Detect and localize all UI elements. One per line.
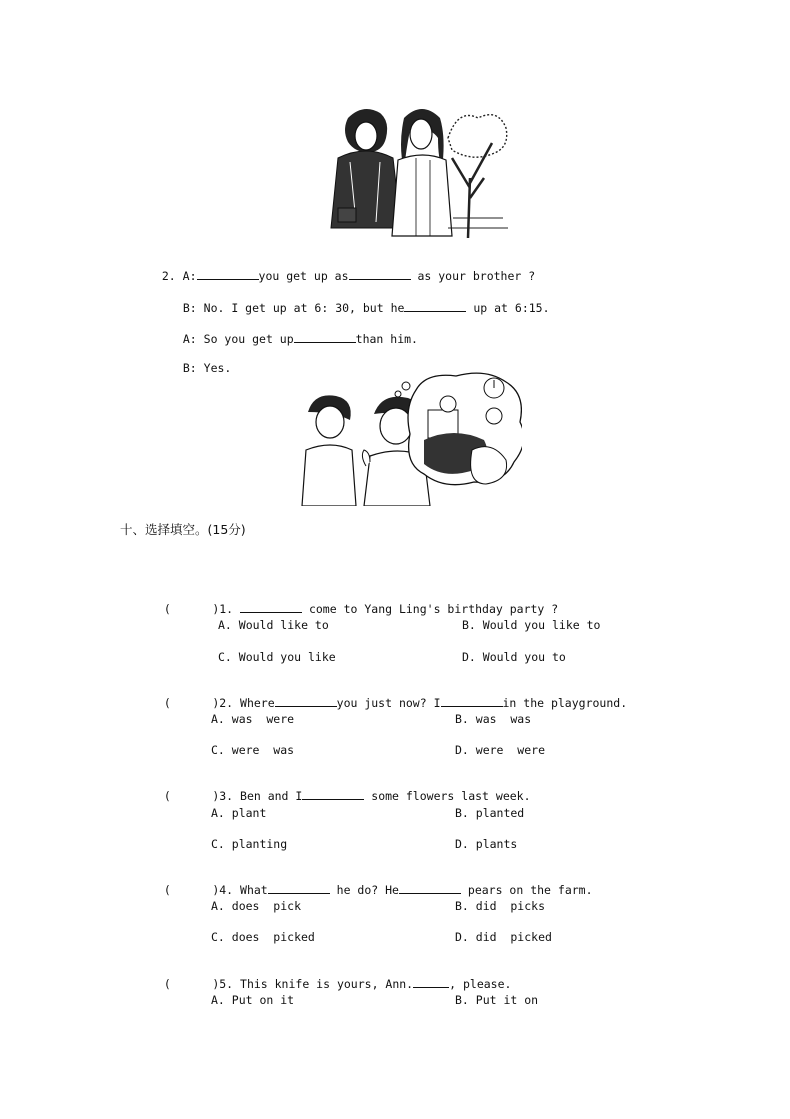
q1-option-c[interactable]: C. Would you like: [218, 650, 336, 664]
q1-option-a[interactable]: A. Would like to: [218, 618, 329, 632]
question-1: ( )1. come to Yang Ling's birthday party ?: [163, 602, 559, 616]
question-5: ( )5. This knife is yours, Ann. , please.: [163, 977, 512, 991]
answer-blank[interactable]: [349, 268, 411, 280]
answer-blank[interactable]: [275, 695, 337, 707]
answer-blank[interactable]: [413, 976, 449, 988]
dialogue-line-2: B: No. I get up at 6: 30, but he up at 6:15.: [182, 301, 550, 315]
dialogue-line-3: A: So you get up than him.: [182, 332, 418, 346]
illustration-two-boys: [296, 370, 522, 506]
question-2: ( )2. Where you just now? I in the playground.: [163, 696, 628, 710]
answer-blank[interactable]: [197, 268, 259, 280]
q3-option-a[interactable]: A. plant: [211, 806, 267, 820]
answer-paren[interactable]: ( ): [163, 883, 220, 897]
dialogue-line-1: 2. A: you get up as as your brother ?: [161, 269, 536, 283]
q5-option-b[interactable]: B. Put it on: [455, 993, 539, 1007]
q1-option-b[interactable]: B. Would you like to: [462, 618, 601, 632]
answer-blank[interactable]: [268, 882, 330, 894]
answer-paren[interactable]: ( ): [163, 977, 220, 991]
answer-blank[interactable]: [404, 300, 466, 312]
section-title: 十、选择填空。(15分): [120, 522, 246, 537]
answer-blank[interactable]: [240, 601, 302, 613]
answer-blank[interactable]: [294, 331, 356, 343]
q3-option-d[interactable]: D. plants: [455, 837, 518, 851]
answer-blank[interactable]: [441, 695, 503, 707]
q2-option-d[interactable]: D. were were: [455, 743, 546, 757]
q2-option-b[interactable]: B. was was: [455, 712, 532, 726]
q4-option-c[interactable]: C. does picked: [211, 930, 315, 944]
question-3: ( )3. Ben and I some flowers last week.: [163, 789, 531, 803]
q4-option-d[interactable]: D. did picked: [455, 930, 552, 944]
q1-option-d[interactable]: D. Would you to: [462, 650, 566, 664]
q5-option-a[interactable]: A. Put on it: [211, 993, 295, 1007]
q4-option-b[interactable]: B. did picks: [455, 899, 546, 913]
dialogue-line-4: B: Yes.: [182, 361, 232, 375]
q2-option-a[interactable]: A. was were: [211, 712, 295, 726]
answer-blank[interactable]: [302, 788, 364, 800]
answer-blank[interactable]: [399, 882, 461, 894]
answer-paren[interactable]: ( ): [163, 696, 220, 710]
answer-paren[interactable]: ( ): [163, 789, 220, 803]
illustration-two-women: [308, 98, 510, 240]
q2-option-c[interactable]: C. were was: [211, 743, 295, 757]
q4-option-a[interactable]: A. does pick: [211, 899, 302, 913]
answer-paren[interactable]: ( ): [163, 602, 220, 616]
q3-option-b[interactable]: B. planted: [455, 806, 525, 820]
q3-option-c[interactable]: C. planting: [211, 837, 288, 851]
question-4: ( )4. What he do? He pears on the farm.: [163, 883, 593, 897]
